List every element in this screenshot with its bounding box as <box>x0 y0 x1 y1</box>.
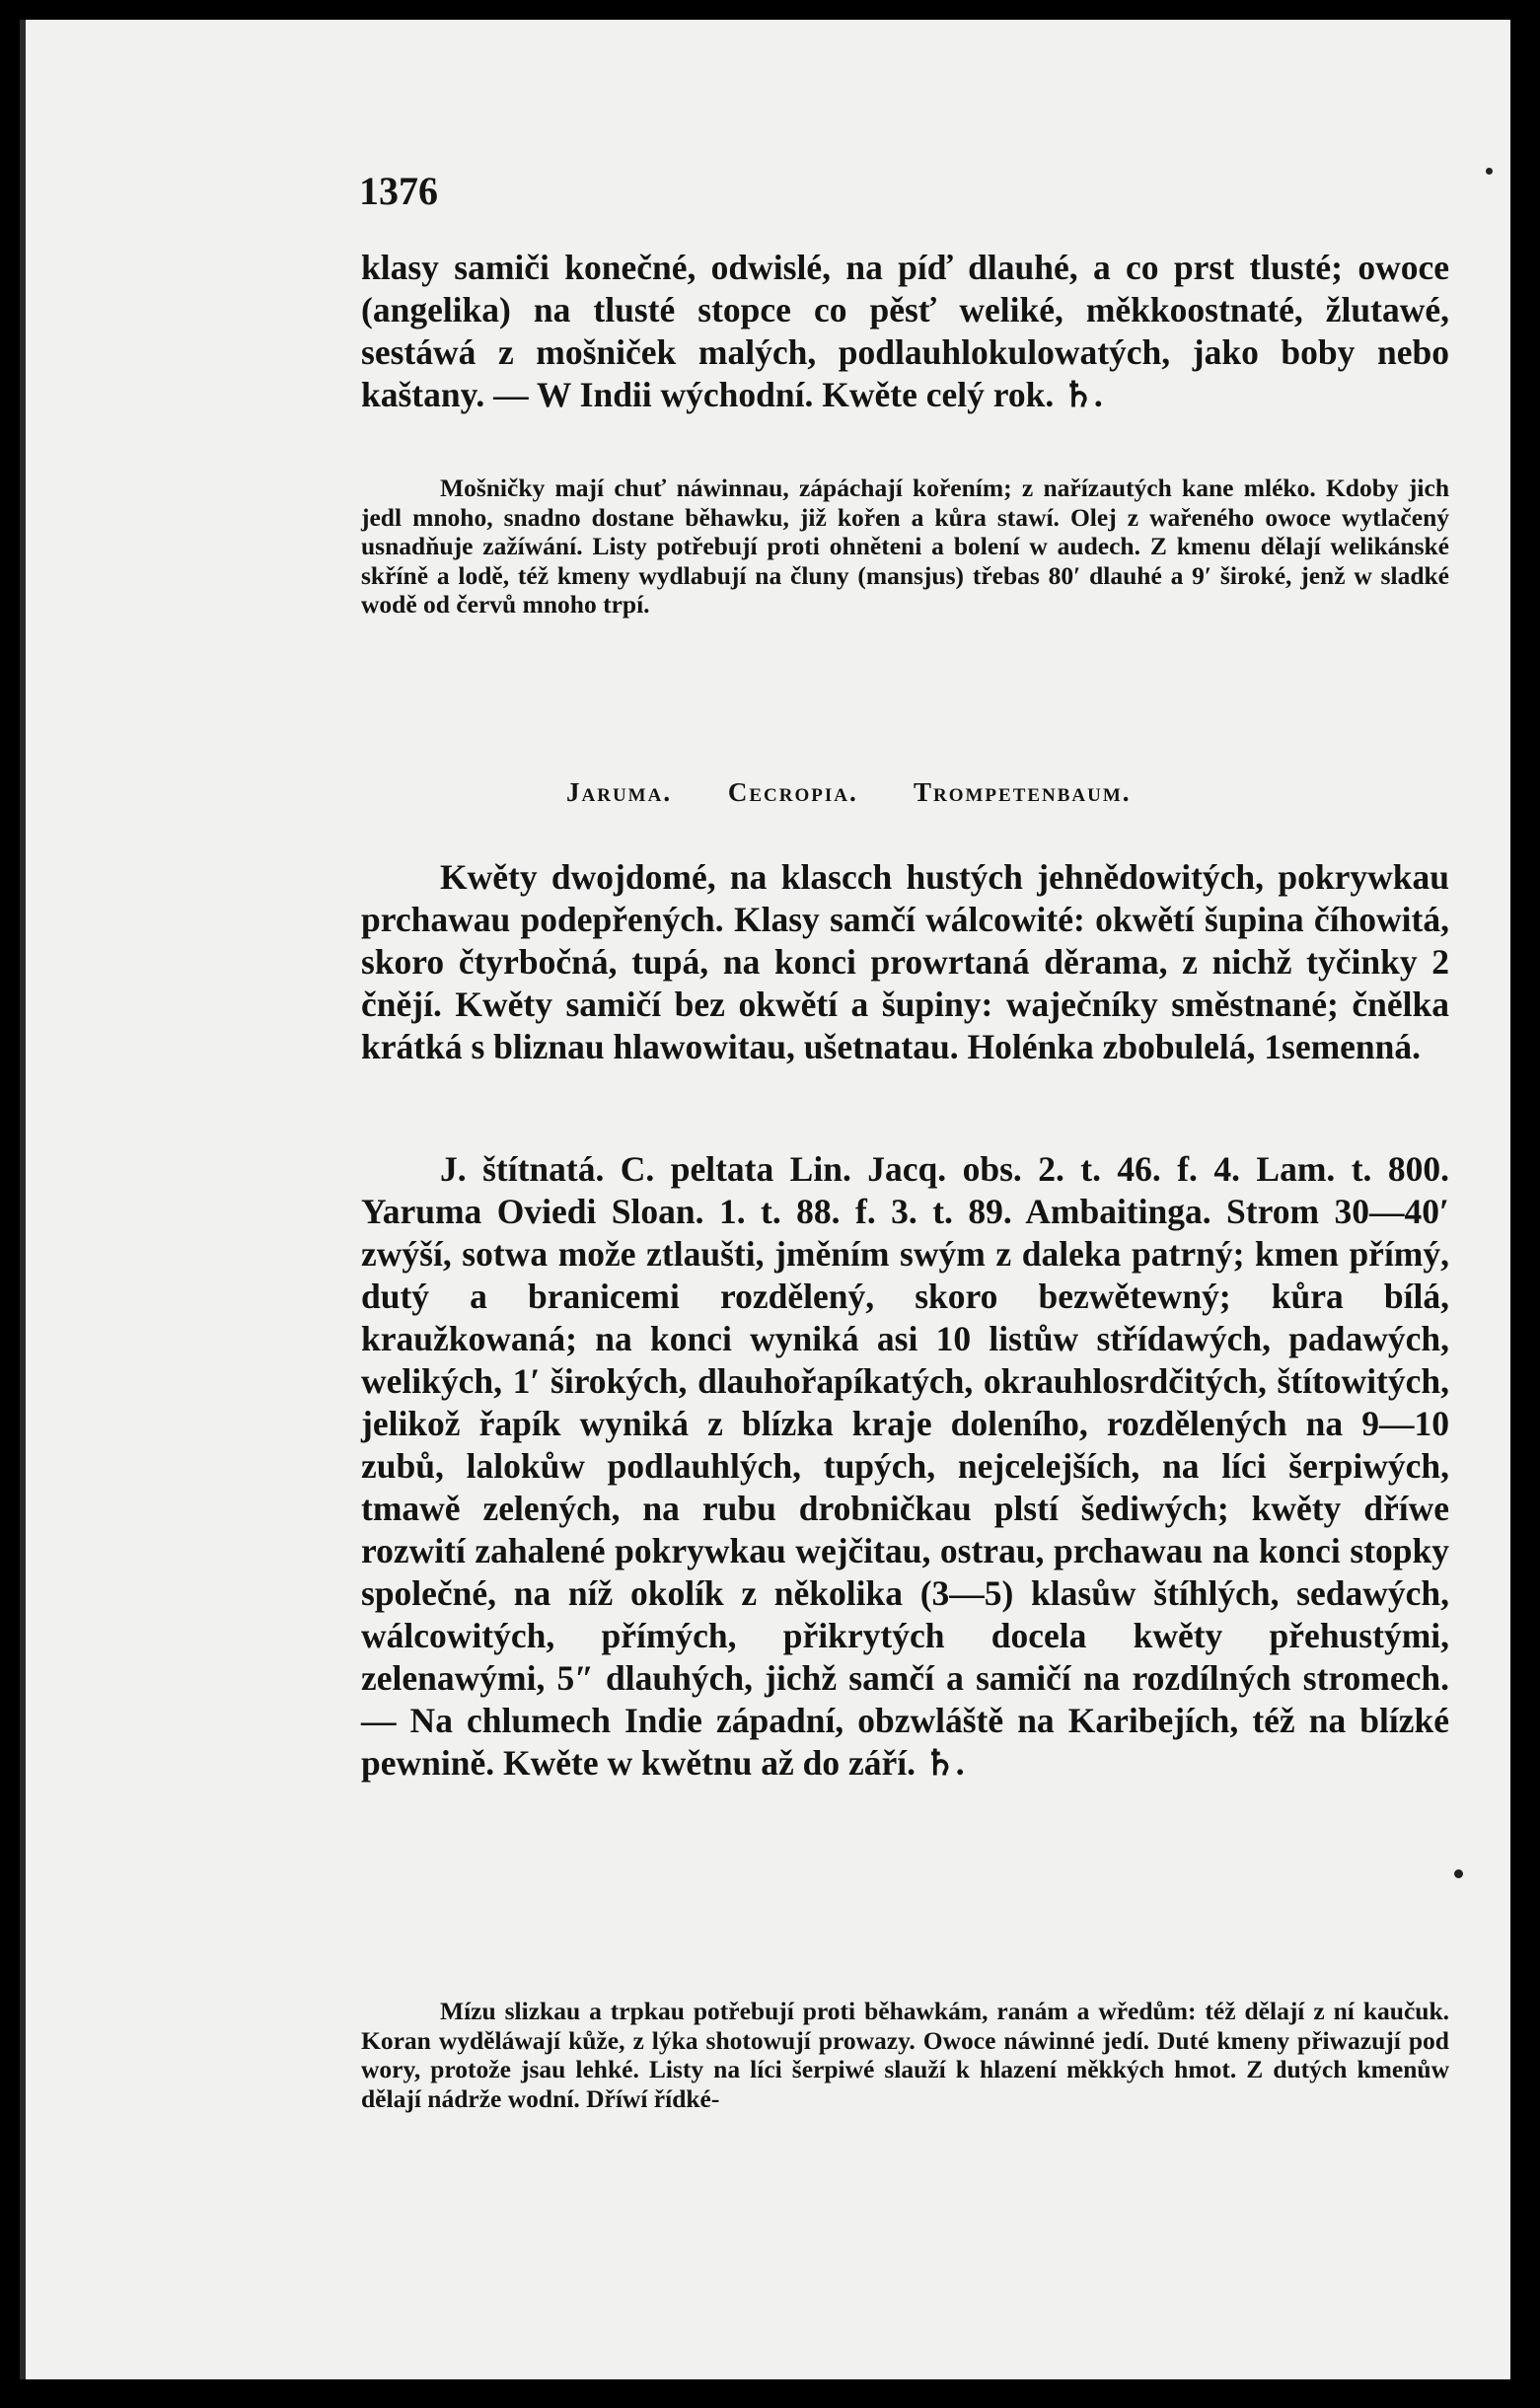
genus-name-czech: Jaruma. <box>566 777 673 807</box>
margin-mark <box>1454 1869 1463 1878</box>
genus-heading <box>566 777 1179 808</box>
species-description: J. štítnatá. C. peltata Lin. Jacq. obs. 2. t. 46. f. 4. Lam. t. 800. Yaruma Oviedi Sloan. 1. t. 88. f. 3. t. 89. Ambaitinga. Strom 30—40′ zwýší, sotwa može ztlaušti, jměním swým z daleka patrný; kmen přímý, dutý a branicemi rozdělený, skoro bezwětewný; kůra bílá, kraužkowaná; na konci wyniká asi 10 listůw střídawých, padawých, welikých, 1′ širokých, dlauhořapíkatých, okrauhlosrdčitých, štítowitých, jelikož řapík wyniká z blízka kraje doleního, rozdělených na 9—10 zubů, lalokůw podlauhlých, tupých, nejcelejších, na líci šerpiwých, tmawě zelených, na rubu drobničkau plstí šediwých; kwěty dříwe rozwití zahalené pokrywkau wejčitau, ostrau, prchawau na konci stopky společné, na níž okolík z několika (3—5) klasůw štíhlých, sedawých, wálcowitých, přímých, přikrytých docela kwěty přehustými, zelenawými, 5″ dlauhých, jichž samčí a samičí na rozdílných stromech. — Na chlumech Indie západní, obzwláště na Karibejích, též na blízké pewnině. Kwěte w kwětnu až do září. ♄. <box>361 1149 1449 1783</box>
genus-name-german: Trompetenbaum. <box>913 777 1132 807</box>
species-notes: Mízu slizkau a trpkau potřebují proti běhawkám, ranám a wředům: též dělají z ní kaučuk. Koran wyděláwají kůže, z lýka shotowují prowazy. Owoce náwinné jedí. Duté kmeny přiwazují pod wory, protože jsau lehké. Listy na líci šerpiwé slauží k hlazení měkkých hmot. Z dutých kmenůw dělají nádrže wodní. Dříwí řídké- <box>361 1997 1449 2113</box>
genus-description: Kwěty dwojdomé, na klascch hustých jehnědowitých, pokrywkau prchawau podepřených. Klasy samčí wálcowité: okwětí šupina číhowitá, skoro čtyrbočná, tupá, na konci prowrtaná děrama, z nichž tyčinky 2 čnějí. Kwěty samičí bez okwětí a šupiny: waječníky směstnané; čnělka krátká s bliznau hlawowitau, ušetnatau. Holénka zbobulelá, 1semenná. <box>361 857 1449 1066</box>
footnote-paragraph: Mošničky mají chuť náwinnau, zápáchají kořením; z nařízautých kane mléko. Kdoby jich jedl mnoho, snadno dostane běhawku, již kořen a kůra stawí. Olej z wařeného owoce wytlačený usnadňuje zažíwání. Listy potřebují proti ohněteni a bolení w audech. Z kmenu dělají welikánské skříně a lodě, též kmeny wydlabují na čluny (mansjus) třebas 80′ dlauhé a 9′ široké, jenž w sladké wodě od červů mnoho trpí. <box>361 474 1449 619</box>
book-page <box>20 20 1510 2379</box>
paragraph-continuation: klasy samiči konečné, odwislé, na píď dlauhé, a co prst tlusté; owoce (angelika) na tlusté stopce co pěsť weliké, měkkoostnaté, žlutawé, sestáwá z mošniček malých, podlauhlokulowatých, jako boby nebo kaštany. — W Indii wýchodní. Kwěte celý rok. ♄. <box>361 248 1449 414</box>
genus-name-latin: Cecropia. <box>727 777 858 807</box>
page-number: 1376 <box>359 169 438 213</box>
margin-mark <box>1486 168 1493 175</box>
